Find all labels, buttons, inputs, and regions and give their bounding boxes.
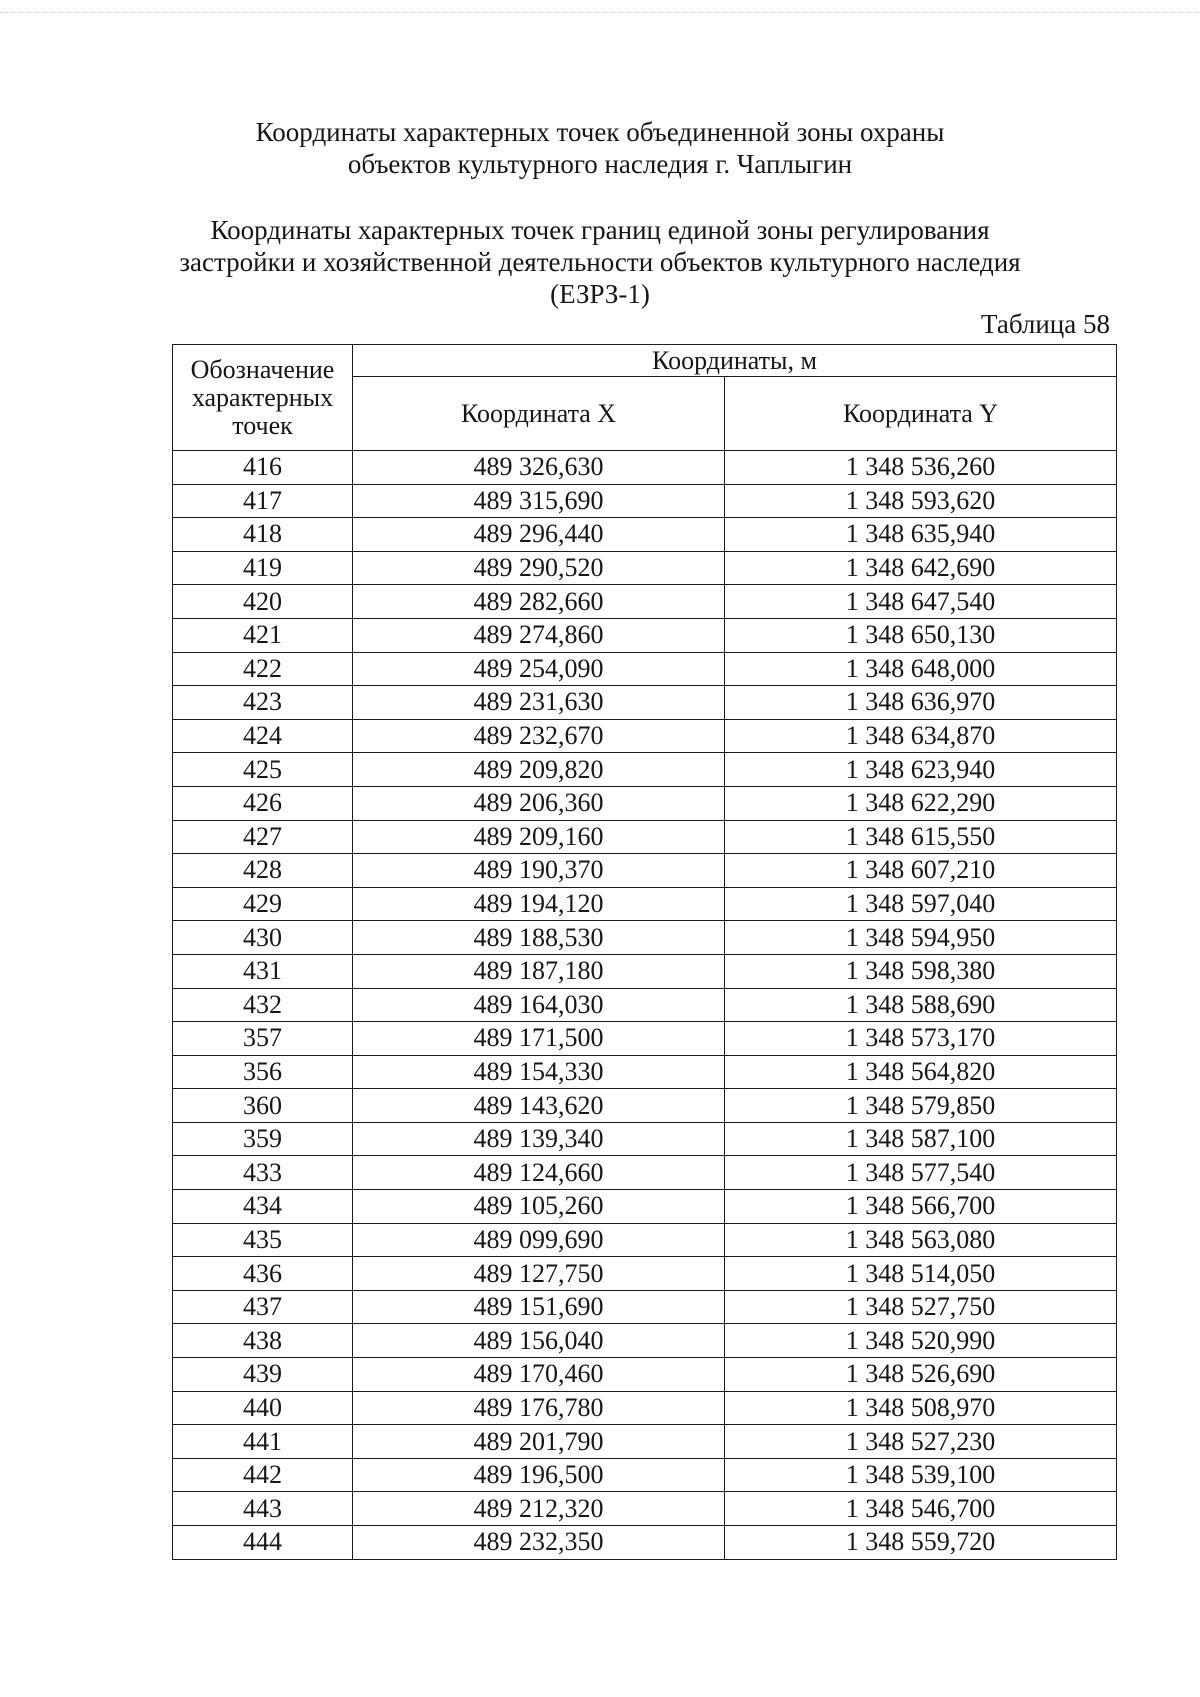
coordinate-x-cell: 489 212,320 bbox=[353, 1492, 725, 1526]
coordinate-x-cell: 489 231,630 bbox=[353, 686, 725, 720]
heading-line-1: Координаты характерных точек объединенной зоны охраны bbox=[255, 117, 945, 147]
point-cell: 436 bbox=[173, 1257, 353, 1291]
coordinate-y-cell: 1 348 588,690 bbox=[725, 988, 1117, 1022]
coordinate-x-cell: 489 127,750 bbox=[353, 1257, 725, 1291]
coordinates-table bbox=[172, 344, 1117, 1560]
table-row bbox=[173, 518, 1117, 552]
coordinate-y-cell: 1 348 508,970 bbox=[725, 1391, 1117, 1425]
point-cell: 442 bbox=[173, 1458, 353, 1492]
coordinate-y-cell: 1 348 539,100 bbox=[725, 1458, 1117, 1492]
table-row bbox=[173, 753, 1117, 787]
point-cell: 420 bbox=[173, 585, 353, 619]
point-cell: 443 bbox=[173, 1492, 353, 1526]
coordinate-y-cell: 1 348 594,950 bbox=[725, 921, 1117, 955]
table-subheading bbox=[150, 214, 1050, 310]
point-cell: 417 bbox=[173, 484, 353, 518]
table-row bbox=[173, 921, 1117, 955]
point-cell: 437 bbox=[173, 1290, 353, 1324]
coordinate-y-cell: 1 348 579,850 bbox=[725, 1089, 1117, 1123]
table-row bbox=[173, 618, 1117, 652]
subheading-line-2: застройки и хозяйственной деятельности объектов культурного наследия bbox=[179, 247, 1021, 277]
point-cell: 441 bbox=[173, 1425, 353, 1459]
coordinate-x-cell: 489 274,860 bbox=[353, 618, 725, 652]
coordinate-y-cell: 1 348 526,690 bbox=[725, 1358, 1117, 1392]
coordinate-y-cell: 1 348 647,540 bbox=[725, 585, 1117, 619]
coordinate-x-cell: 489 201,790 bbox=[353, 1425, 725, 1459]
heading-line-2: объектов культурного наследия г. Чаплыгин bbox=[347, 149, 853, 179]
table-row bbox=[173, 1458, 1117, 1492]
table-row bbox=[173, 484, 1117, 518]
table-row bbox=[173, 854, 1117, 888]
table-row bbox=[173, 585, 1117, 619]
table-row bbox=[173, 551, 1117, 585]
table-body bbox=[173, 451, 1117, 1560]
point-cell: 357 bbox=[173, 1022, 353, 1056]
point-cell: 429 bbox=[173, 887, 353, 921]
coordinate-x-cell: 489 176,780 bbox=[353, 1391, 725, 1425]
coordinate-x-cell: 489 209,160 bbox=[353, 820, 725, 854]
point-cell: 431 bbox=[173, 954, 353, 988]
coordinate-x-cell: 489 105,260 bbox=[353, 1190, 725, 1224]
coordinate-x-cell: 489 194,120 bbox=[353, 887, 725, 921]
table-row bbox=[173, 1190, 1117, 1224]
point-cell: 416 bbox=[173, 451, 353, 485]
table-row bbox=[173, 954, 1117, 988]
point-cell: 428 bbox=[173, 854, 353, 888]
header-coordinate-y: Координата Y bbox=[725, 377, 1117, 451]
point-cell: 423 bbox=[173, 686, 353, 720]
coordinate-y-cell: 1 348 642,690 bbox=[725, 551, 1117, 585]
point-cell: 422 bbox=[173, 652, 353, 686]
table-row bbox=[173, 1526, 1117, 1560]
table-row bbox=[173, 1223, 1117, 1257]
point-cell: 421 bbox=[173, 618, 353, 652]
table-row bbox=[173, 719, 1117, 753]
point-cell: 425 bbox=[173, 753, 353, 787]
header-coordinate-x: Координата X bbox=[353, 377, 725, 451]
coordinate-y-cell: 1 348 623,940 bbox=[725, 753, 1117, 787]
subheading-line-3: (ЕЗРЗ-1) bbox=[550, 279, 650, 309]
coordinate-y-cell: 1 348 622,290 bbox=[725, 786, 1117, 820]
table-row bbox=[173, 652, 1117, 686]
table-row bbox=[173, 1358, 1117, 1392]
point-cell: 435 bbox=[173, 1223, 353, 1257]
coordinate-y-cell: 1 348 650,130 bbox=[725, 618, 1117, 652]
point-cell: 418 bbox=[173, 518, 353, 552]
table-row bbox=[173, 1122, 1117, 1156]
page-edge-line bbox=[0, 12, 1200, 13]
coordinate-y-cell: 1 348 577,540 bbox=[725, 1156, 1117, 1190]
table-row bbox=[173, 1391, 1117, 1425]
coordinate-y-cell: 1 348 563,080 bbox=[725, 1223, 1117, 1257]
coordinate-y-cell: 1 348 598,380 bbox=[725, 954, 1117, 988]
coordinate-x-cell: 489 232,350 bbox=[353, 1526, 725, 1560]
coordinate-y-cell: 1 348 514,050 bbox=[725, 1257, 1117, 1291]
coordinate-x-cell: 489 290,520 bbox=[353, 551, 725, 585]
table-row bbox=[173, 1324, 1117, 1358]
table-row bbox=[173, 1089, 1117, 1123]
table-row bbox=[173, 1055, 1117, 1089]
coordinate-y-cell: 1 348 520,990 bbox=[725, 1324, 1117, 1358]
table-row bbox=[173, 1022, 1117, 1056]
point-cell: 433 bbox=[173, 1156, 353, 1190]
point-cell: 427 bbox=[173, 820, 353, 854]
coordinate-x-cell: 489 282,660 bbox=[353, 585, 725, 619]
coordinate-x-cell: 489 326,630 bbox=[353, 451, 725, 485]
subheading-line-1: Координаты характерных точек границ единой зоны регулирования bbox=[210, 215, 990, 245]
coordinate-y-cell: 1 348 527,750 bbox=[725, 1290, 1117, 1324]
coordinate-x-cell: 489 254,090 bbox=[353, 652, 725, 686]
coordinate-x-cell: 489 099,690 bbox=[353, 1223, 725, 1257]
coordinate-y-cell: 1 348 636,970 bbox=[725, 686, 1117, 720]
coordinate-x-cell: 489 164,030 bbox=[353, 988, 725, 1022]
table-row bbox=[173, 887, 1117, 921]
coordinate-y-cell: 1 348 573,170 bbox=[725, 1022, 1117, 1056]
coordinate-x-cell: 489 170,460 bbox=[353, 1358, 725, 1392]
point-cell: 438 bbox=[173, 1324, 353, 1358]
point-cell: 430 bbox=[173, 921, 353, 955]
coordinate-y-cell: 1 348 593,620 bbox=[725, 484, 1117, 518]
coordinate-y-cell: 1 348 536,260 bbox=[725, 451, 1117, 485]
table-row bbox=[173, 820, 1117, 854]
coordinate-x-cell: 489 187,180 bbox=[353, 954, 725, 988]
coordinate-x-cell: 489 143,620 bbox=[353, 1089, 725, 1123]
coordinate-y-cell: 1 348 527,230 bbox=[725, 1425, 1117, 1459]
coordinate-x-cell: 489 209,820 bbox=[353, 753, 725, 787]
coordinate-x-cell: 489 124,660 bbox=[353, 1156, 725, 1190]
table-row bbox=[173, 1257, 1117, 1291]
point-cell: 360 bbox=[173, 1089, 353, 1123]
point-cell: 359 bbox=[173, 1122, 353, 1156]
table-row bbox=[173, 988, 1117, 1022]
coordinate-x-cell: 489 188,530 bbox=[353, 921, 725, 955]
point-cell: 432 bbox=[173, 988, 353, 1022]
coordinate-x-cell: 489 196,500 bbox=[353, 1458, 725, 1492]
coordinate-x-cell: 489 206,360 bbox=[353, 786, 725, 820]
coordinate-x-cell: 489 232,670 bbox=[353, 719, 725, 753]
coordinate-x-cell: 489 156,040 bbox=[353, 1324, 725, 1358]
point-cell: 444 bbox=[173, 1526, 353, 1560]
point-cell: 419 bbox=[173, 551, 353, 585]
coordinate-y-cell: 1 348 607,210 bbox=[725, 854, 1117, 888]
coordinate-x-cell: 489 190,370 bbox=[353, 854, 725, 888]
point-cell: 439 bbox=[173, 1358, 353, 1392]
point-cell: 356 bbox=[173, 1055, 353, 1089]
table-row bbox=[173, 1156, 1117, 1190]
point-cell: 440 bbox=[173, 1391, 353, 1425]
point-cell: 424 bbox=[173, 719, 353, 753]
table-row bbox=[173, 1492, 1117, 1526]
header-point-designation: Обозначение характерных точек bbox=[173, 345, 353, 451]
coordinate-x-cell: 489 315,690 bbox=[353, 484, 725, 518]
table-caption: Таблица 58 bbox=[981, 309, 1110, 339]
coordinate-x-cell: 489 296,440 bbox=[353, 518, 725, 552]
point-cell: 434 bbox=[173, 1190, 353, 1224]
coordinate-x-cell: 489 151,690 bbox=[353, 1290, 725, 1324]
coordinate-y-cell: 1 348 634,870 bbox=[725, 719, 1117, 753]
coordinate-y-cell: 1 348 635,940 bbox=[725, 518, 1117, 552]
coordinate-y-cell: 1 348 546,700 bbox=[725, 1492, 1117, 1526]
coordinate-y-cell: 1 348 615,550 bbox=[725, 820, 1117, 854]
coordinate-x-cell: 489 171,500 bbox=[353, 1022, 725, 1056]
coordinate-y-cell: 1 348 559,720 bbox=[725, 1526, 1117, 1560]
coordinate-y-cell: 1 348 587,100 bbox=[725, 1122, 1117, 1156]
coordinate-y-cell: 1 348 564,820 bbox=[725, 1055, 1117, 1089]
coordinate-x-cell: 489 139,340 bbox=[353, 1122, 725, 1156]
table-row bbox=[173, 451, 1117, 485]
table-row bbox=[173, 1290, 1117, 1324]
point-cell: 426 bbox=[173, 786, 353, 820]
coordinate-y-cell: 1 348 597,040 bbox=[725, 887, 1117, 921]
coordinate-x-cell: 489 154,330 bbox=[353, 1055, 725, 1089]
table-row bbox=[173, 686, 1117, 720]
coordinate-y-cell: 1 348 566,700 bbox=[725, 1190, 1117, 1224]
table-row bbox=[173, 786, 1117, 820]
coordinate-y-cell: 1 348 648,000 bbox=[725, 652, 1117, 686]
document-heading bbox=[150, 116, 1050, 180]
table-row bbox=[173, 1425, 1117, 1459]
header-coordinates: Координаты, м bbox=[353, 345, 1117, 377]
